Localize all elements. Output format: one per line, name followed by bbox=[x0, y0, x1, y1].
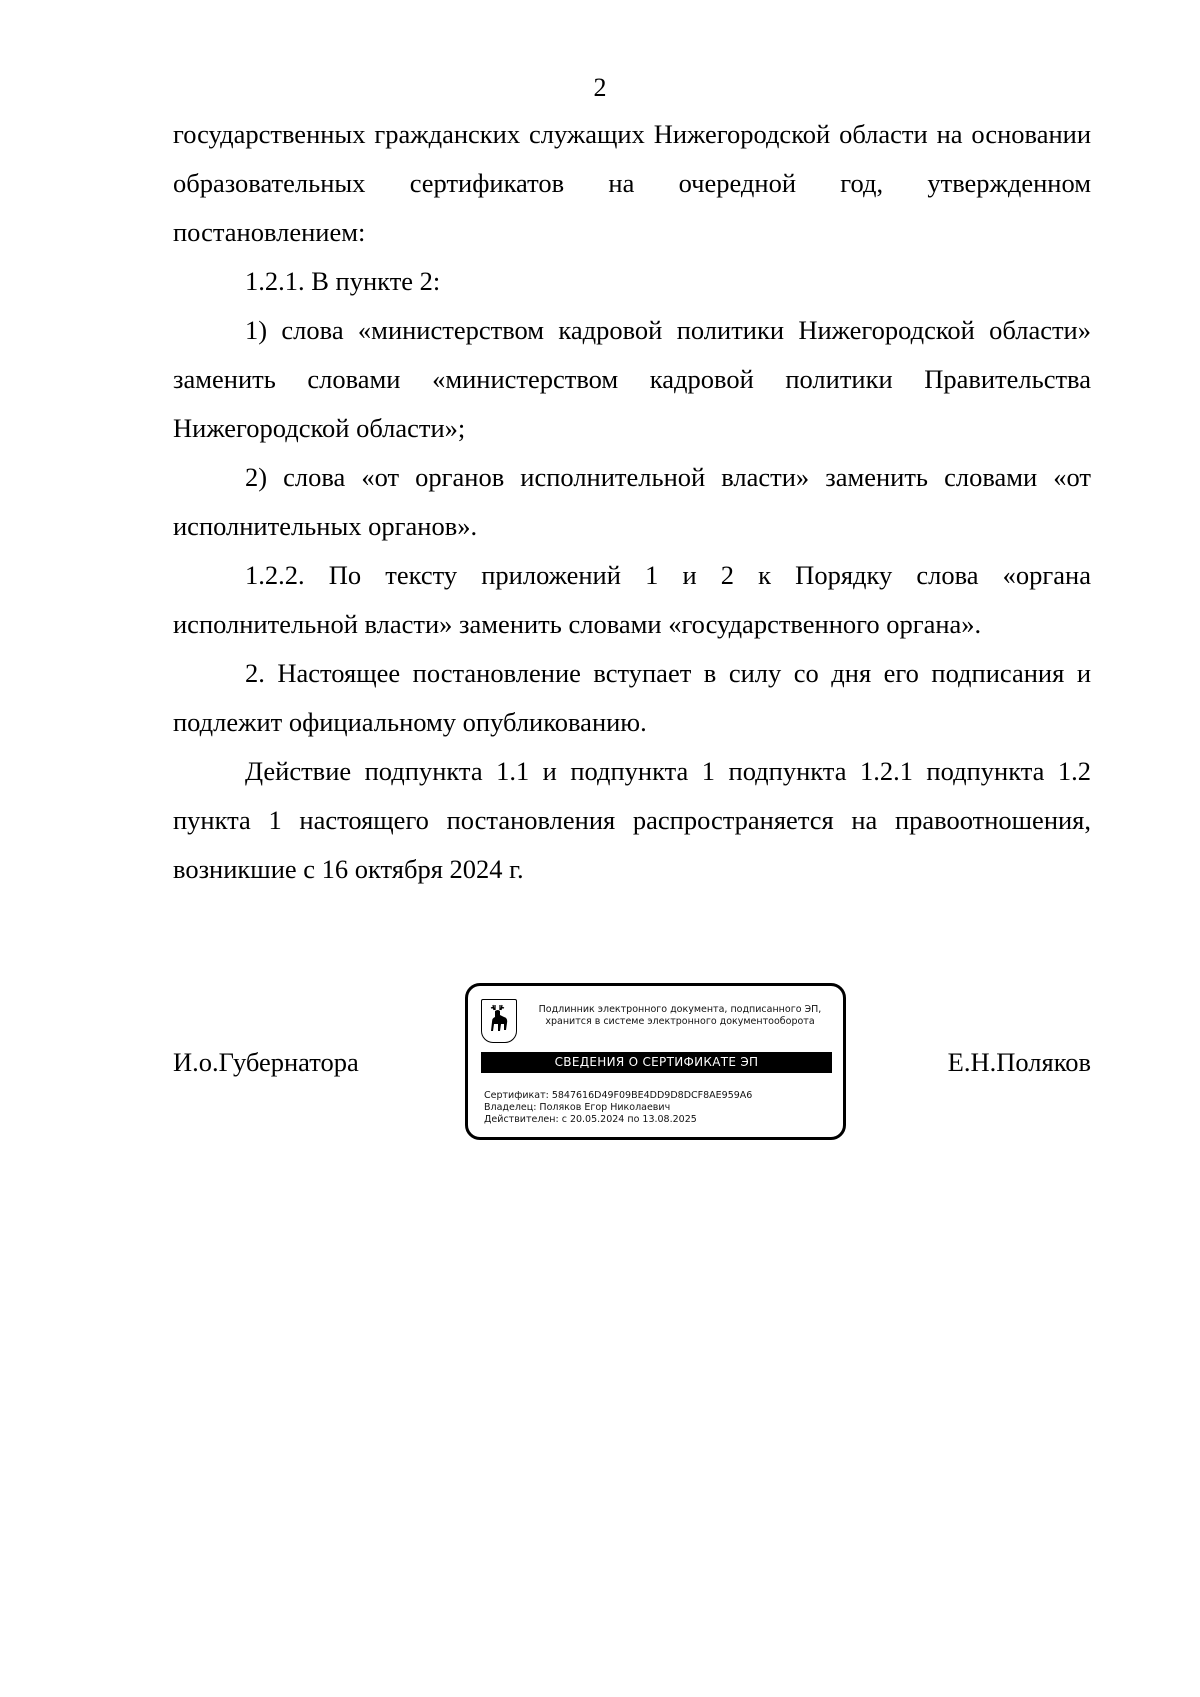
deer-icon bbox=[484, 1002, 513, 1039]
document-body bbox=[173, 110, 1091, 894]
certificate-owner: Владелец: Поляков Егор Николаевич bbox=[484, 1102, 671, 1113]
signer-name: Е.Н.Поляков bbox=[947, 1047, 1091, 1077]
certificate-validity: Действителен: с 20.05.2024 по 13.08.2025 bbox=[484, 1114, 697, 1125]
stamp-notice-line: хранится в системе электронного документооборота bbox=[545, 1016, 815, 1027]
stamp-header: СВЕДЕНИЯ О СЕРТИФИКАТЕ ЭП bbox=[481, 1052, 832, 1073]
paragraph: государственных гражданских служащих Нижегородской области на основании образовательных сертификатов на очередной год, утвержденном постановлением: bbox=[173, 119, 1091, 247]
certificate-number: Сертификат: 5847616D49F09BE4DD9D8DCF8AE959A6 bbox=[484, 1090, 753, 1101]
stamp-notice bbox=[520, 1004, 840, 1028]
signer-title: И.о.Губернатора bbox=[173, 1047, 359, 1077]
page-number: 2 bbox=[593, 73, 607, 102]
electronic-signature-stamp bbox=[465, 983, 846, 1140]
paragraph: 2) слова «от органов исполнительной власти» заменить словами «от исполнительных органов». bbox=[173, 462, 1091, 541]
paragraph: 1) слова «министерством кадровой политики Нижегородской области» заменить словами «министерством кадровой политики Правительства Нижегородской области»; bbox=[173, 315, 1091, 443]
paragraph: Действие подпункта 1.1 и подпункта 1 подпункта 1.2.1 подпункта 1.2 пункта 1 настоящего постановления распространяется на правоотношения, возникшие с 16 октября 2024 г. bbox=[173, 756, 1091, 884]
paragraph: 1.2.1. В пункте 2: bbox=[245, 266, 441, 296]
nizhny-novgorod-deer-emblem-icon bbox=[481, 999, 517, 1043]
paragraph: 2. Настоящее постановление вступает в силу со дня его подписания и подлежит официальному опубликованию. bbox=[173, 658, 1091, 737]
stamp-details bbox=[484, 1090, 834, 1126]
stamp-notice-line: Подлинник электронного документа, подписанного ЭП, bbox=[538, 1004, 822, 1015]
paragraph: 1.2.2. По тексту приложений 1 и 2 к Порядку слова «органа исполнительной власти» заменить словами «государственного органа». bbox=[173, 560, 1091, 639]
